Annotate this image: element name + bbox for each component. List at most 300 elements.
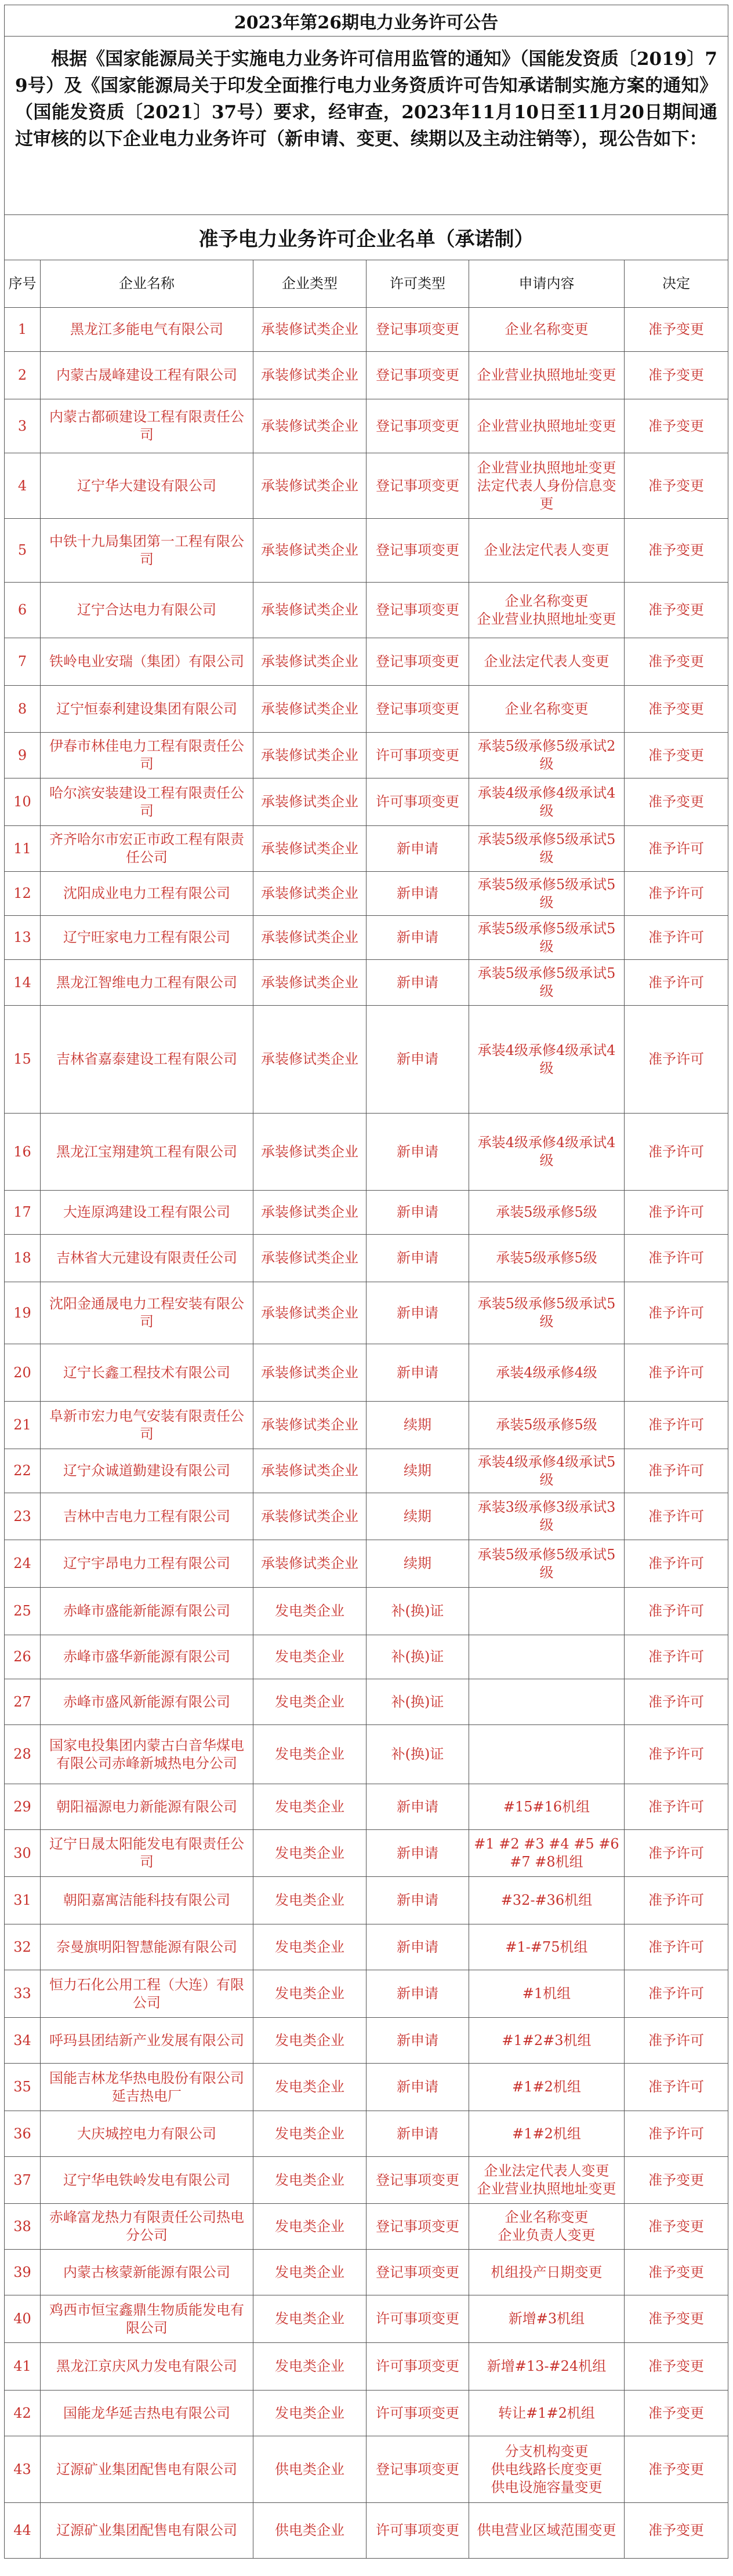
cell-application-content: 企业法定代表人变更 企业营业执照地址变更 xyxy=(469,2157,625,2204)
cell-seq: 10 xyxy=(5,778,41,826)
table-row xyxy=(5,686,728,733)
cell-company-type: 承装修试类企业 xyxy=(253,1191,366,1235)
table-row xyxy=(5,1191,728,1235)
cell-decision: 准予变更 xyxy=(625,2250,728,2295)
table-row xyxy=(5,638,728,686)
table-row xyxy=(5,399,728,453)
cell-seq: 35 xyxy=(5,2064,41,2111)
cell-company-type: 承装修试类企业 xyxy=(253,1402,366,1449)
cell-application-content: 新增#13-#24机组 xyxy=(469,2343,625,2391)
cell-company-name: 铁岭电业安瑞（集团）有限公司 xyxy=(41,638,253,686)
cell-seq: 28 xyxy=(5,1725,41,1784)
table-row xyxy=(5,2436,728,2503)
cell-application-content: 承装4级承修4级承试4级 xyxy=(469,778,625,826)
cell-license-type: 许可事项变更 xyxy=(366,2391,469,2436)
table-row xyxy=(5,1635,728,1679)
cell-license-type: 登记事项变更 xyxy=(366,308,469,352)
table-row xyxy=(5,1830,728,1877)
cell-decision: 准予许可 xyxy=(625,2064,728,2111)
cell-company-name: 辽源矿业集团配售电有限公司 xyxy=(41,2503,253,2559)
cell-company-type: 发电类企业 xyxy=(253,1877,366,1924)
table-row xyxy=(5,2018,728,2064)
cell-application-content: 承装5级承修5级 xyxy=(469,1402,625,1449)
cell-decision: 准予许可 xyxy=(625,1784,728,1830)
table-row xyxy=(5,1725,728,1784)
cell-application-content: 承装5级承修5级 xyxy=(469,1235,625,1282)
cell-license-type: 登记事项变更 xyxy=(366,583,469,638)
cell-company-name: 朝阳福源电力新能源有限公司 xyxy=(41,1784,253,1830)
table-row xyxy=(5,2391,728,2436)
cell-company-name: 辽宁长鑫工程技术有限公司 xyxy=(41,1344,253,1402)
cell-decision: 准予变更 xyxy=(625,583,728,638)
cell-application-content: 承装3级承修3级承试3级 xyxy=(469,1493,625,1540)
cell-license-type: 新申请 xyxy=(366,960,469,1006)
cell-application-content: 企业法定代表人变更 xyxy=(469,519,625,583)
header-decision: 决定 xyxy=(625,260,728,308)
cell-seq: 20 xyxy=(5,1344,41,1402)
cell-license-type: 许可事项变更 xyxy=(366,2295,469,2343)
cell-company-type: 承装修试类企业 xyxy=(253,583,366,638)
cell-company-name: 黑龙江京庆风力发电有限公司 xyxy=(41,2343,253,2391)
cell-seq: 23 xyxy=(5,1493,41,1540)
cell-decision: 准予变更 xyxy=(625,2391,728,2436)
cell-company-type: 发电类企业 xyxy=(253,1830,366,1877)
cell-license-type: 新申请 xyxy=(366,1282,469,1344)
cell-seq: 39 xyxy=(5,2250,41,2295)
cell-company-name: 赤峰富龙热力有限责任公司热电分公司 xyxy=(41,2204,253,2250)
table-row xyxy=(5,1402,728,1449)
cell-seq: 16 xyxy=(5,1114,41,1191)
cell-application-content: 承装4级承修4级承试5级 xyxy=(469,1449,625,1493)
cell-company-name: 国家电投集团内蒙古白音华煤电有限公司赤峰新城热电分公司 xyxy=(41,1725,253,1784)
table-row xyxy=(5,1235,728,1282)
cell-decision: 准予变更 xyxy=(625,2157,728,2204)
cell-company-type: 承装修试类企业 xyxy=(253,453,366,519)
cell-application-content: #32-#36机组 xyxy=(469,1877,625,1924)
cell-license-type: 许可事项变更 xyxy=(366,778,469,826)
cell-decision: 准予变更 xyxy=(625,399,728,453)
cell-license-type: 新申请 xyxy=(366,1784,469,1830)
cell-company-type: 发电类企业 xyxy=(253,1784,366,1830)
cell-seq: 12 xyxy=(5,872,41,916)
cell-application-content: 分支机构变更 供电线路长度变更 供电设施容量变更 xyxy=(469,2436,625,2503)
cell-company-type: 发电类企业 xyxy=(253,2250,366,2295)
cell-decision: 准予变更 xyxy=(625,2436,728,2503)
cell-license-type: 新申请 xyxy=(366,1344,469,1402)
cell-license-type: 登记事项变更 xyxy=(366,519,469,583)
cell-seq: 3 xyxy=(5,399,41,453)
cell-application-content: #15#16机组 xyxy=(469,1784,625,1830)
cell-decision: 准予许可 xyxy=(625,1970,728,2018)
cell-company-type: 承装修试类企业 xyxy=(253,352,366,399)
cell-company-name: 吉林中吉电力工程有限公司 xyxy=(41,1493,253,1540)
cell-seq: 36 xyxy=(5,2111,41,2157)
cell-seq: 38 xyxy=(5,2204,41,2250)
cell-company-type: 承装修试类企业 xyxy=(253,1493,366,1540)
cell-application-content: 承装5级承修5级 xyxy=(469,1191,625,1235)
cell-decision: 准予许可 xyxy=(625,1282,728,1344)
cell-application-content: 企业名称变更 企业营业执照地址变更 xyxy=(469,583,625,638)
cell-company-type: 承装修试类企业 xyxy=(253,733,366,778)
cell-seq: 11 xyxy=(5,826,41,872)
table-row xyxy=(5,2250,728,2295)
cell-company-type: 发电类企业 xyxy=(253,1588,366,1635)
cell-company-name: 沈阳金通晟电力工程安装有限公司 xyxy=(41,1282,253,1344)
cell-application-content: 企业名称变更 企业负责人变更 xyxy=(469,2204,625,2250)
cell-company-name: 朝阳嘉寓洁能科技有限公司 xyxy=(41,1877,253,1924)
cell-seq: 2 xyxy=(5,352,41,399)
cell-decision: 准予许可 xyxy=(625,1402,728,1449)
table-row xyxy=(5,1449,728,1493)
cell-application-content: #1#2机组 xyxy=(469,2111,625,2157)
cell-company-name: 国能吉林龙华热电股份有限公司延吉热电厂 xyxy=(41,2064,253,2111)
page-title: 2023年第26期电力业务许可公告 xyxy=(5,5,728,37)
cell-license-type: 登记事项变更 xyxy=(366,2204,469,2250)
cell-seq: 21 xyxy=(5,1402,41,1449)
cell-company-name: 伊春市林佳电力工程有限责任公司 xyxy=(41,733,253,778)
cell-application-content: 企业营业执照地址变更 法定代表人身份信息变更 xyxy=(469,453,625,519)
table-row xyxy=(5,1344,728,1402)
cell-company-name: 吉林省大元建设有限责任公司 xyxy=(41,1235,253,1282)
cell-company-name: 辽宁华电铁岭发电有限公司 xyxy=(41,2157,253,2204)
table-row xyxy=(5,916,728,960)
cell-license-type: 续期 xyxy=(366,1540,469,1588)
cell-application-content: #1-#75机组 xyxy=(469,1924,625,1970)
cell-company-name: 辽宁恒泰利建设集团有限公司 xyxy=(41,686,253,733)
cell-seq: 7 xyxy=(5,638,41,686)
cell-license-type: 补(换)证 xyxy=(366,1588,469,1635)
cell-license-type: 补(换)证 xyxy=(366,1679,469,1725)
cell-license-type: 登记事项变更 xyxy=(366,399,469,453)
header-company-type: 企业类型 xyxy=(253,260,366,308)
table-row xyxy=(5,1784,728,1830)
table-row xyxy=(5,872,728,916)
cell-company-name: 辽源矿业集团配售电有限公司 xyxy=(41,2436,253,2503)
cell-seq: 13 xyxy=(5,916,41,960)
table-row xyxy=(5,1114,728,1191)
cell-license-type: 登记事项变更 xyxy=(366,638,469,686)
cell-company-type: 承装修试类企业 xyxy=(253,399,366,453)
cell-seq: 15 xyxy=(5,1006,41,1114)
cell-company-type: 发电类企业 xyxy=(253,2204,366,2250)
cell-company-type: 承装修试类企业 xyxy=(253,519,366,583)
cell-company-name: 齐齐哈尔市宏正市政工程有限责任公司 xyxy=(41,826,253,872)
cell-license-type: 登记事项变更 xyxy=(366,686,469,733)
cell-decision: 准予许可 xyxy=(625,916,728,960)
cell-company-name: 黑龙江宝翔建筑工程有限公司 xyxy=(41,1114,253,1191)
cell-application-content xyxy=(469,1635,625,1679)
cell-application-content xyxy=(469,1725,625,1784)
cell-seq: 33 xyxy=(5,1970,41,2018)
cell-decision: 准予变更 xyxy=(625,638,728,686)
cell-license-type: 补(换)证 xyxy=(366,1725,469,1784)
cell-application-content: 承装4级承修4级 xyxy=(469,1344,625,1402)
cell-application-content: 承装4级承修4级承试4级 xyxy=(469,1114,625,1191)
table-row xyxy=(5,2503,728,2559)
cell-license-type: 补(换)证 xyxy=(366,1635,469,1679)
cell-seq: 32 xyxy=(5,1924,41,1970)
cell-decision: 准予变更 xyxy=(625,453,728,519)
cell-company-name: 赤峰市盛风新能源有限公司 xyxy=(41,1679,253,1725)
cell-license-type: 登记事项变更 xyxy=(366,2250,469,2295)
cell-license-type: 新申请 xyxy=(366,2111,469,2157)
table-row xyxy=(5,308,728,352)
cell-license-type: 新申请 xyxy=(366,1924,469,1970)
cell-company-name: 黑龙江智维电力工程有限公司 xyxy=(41,960,253,1006)
table-header-row xyxy=(5,260,728,308)
cell-license-type: 新申请 xyxy=(366,1830,469,1877)
announcement-text: 根据《国家能源局关于实施电力业务许可信用监管的通知》（国能发资质〔2019〕79号）及《国家能源局关于印发全面推行电力业务资质许可告知承诺制实施方案的通知》（国能发资质〔2021〕37号）要求，经审查，2023年11月10日至11月20日期间通过审核的以下企业电力业务许可（新申请、变更、续期以及主动注销等），现公告如下： xyxy=(5,37,728,215)
table-row xyxy=(5,1970,728,2018)
cell-application-content: 承装4级承修4级承试4级 xyxy=(469,1006,625,1114)
cell-seq: 41 xyxy=(5,2343,41,2391)
cell-license-type: 新申请 xyxy=(366,916,469,960)
permit-table-body xyxy=(5,308,728,2559)
cell-seq: 4 xyxy=(5,453,41,519)
cell-seq: 1 xyxy=(5,308,41,352)
cell-company-type: 承装修试类企业 xyxy=(253,960,366,1006)
table-row xyxy=(5,519,728,583)
cell-application-content: 承装5级承修5级承试5级 xyxy=(469,1540,625,1588)
cell-license-type: 新申请 xyxy=(366,872,469,916)
cell-company-type: 承装修试类企业 xyxy=(253,638,366,686)
cell-decision: 准予许可 xyxy=(625,1191,728,1235)
cell-seq: 14 xyxy=(5,960,41,1006)
cell-company-name: 内蒙古晟峰建设工程有限公司 xyxy=(41,352,253,399)
cell-application-content: 机组投产日期变更 xyxy=(469,2250,625,2295)
cell-application-content xyxy=(469,1588,625,1635)
cell-decision: 准予许可 xyxy=(625,826,728,872)
table-row xyxy=(5,2204,728,2250)
cell-decision: 准予许可 xyxy=(625,1635,728,1679)
cell-decision: 准予许可 xyxy=(625,1006,728,1114)
cell-company-type: 承装修试类企业 xyxy=(253,686,366,733)
table-row xyxy=(5,733,728,778)
table-row xyxy=(5,2111,728,2157)
cell-company-name: 内蒙古都硕建设工程有限责任公司 xyxy=(41,399,253,453)
cell-company-name: 国能龙华延吉热电有限公司 xyxy=(41,2391,253,2436)
cell-seq: 6 xyxy=(5,583,41,638)
cell-application-content: 承装5级承修5级承试5级 xyxy=(469,960,625,1006)
cell-seq: 19 xyxy=(5,1282,41,1344)
cell-decision: 准予许可 xyxy=(625,1725,728,1784)
cell-seq: 22 xyxy=(5,1449,41,1493)
cell-application-content: #1机组 xyxy=(469,1970,625,2018)
cell-company-type: 承装修试类企业 xyxy=(253,1006,366,1114)
table-row xyxy=(5,1924,728,1970)
cell-company-type: 发电类企业 xyxy=(253,2391,366,2436)
cell-decision: 准予变更 xyxy=(625,686,728,733)
table-row xyxy=(5,2157,728,2204)
cell-company-name: 阜新市宏力电气安装有限责任公司 xyxy=(41,1402,253,1449)
cell-company-name: 奈曼旗明阳智慧能源有限公司 xyxy=(41,1924,253,1970)
cell-license-type: 许可事项变更 xyxy=(366,2343,469,2391)
table-row xyxy=(5,1877,728,1924)
cell-application-content: #1 #2 #3 #4 #5 #6 #7 #8机组 xyxy=(469,1830,625,1877)
table-row xyxy=(5,826,728,872)
cell-license-type: 新申请 xyxy=(366,1877,469,1924)
cell-company-type: 发电类企业 xyxy=(253,1679,366,1725)
cell-company-type: 发电类企业 xyxy=(253,1635,366,1679)
cell-license-type: 续期 xyxy=(366,1493,469,1540)
cell-license-type: 新申请 xyxy=(366,2018,469,2064)
cell-company-type: 承装修试类企业 xyxy=(253,778,366,826)
cell-company-type: 承装修试类企业 xyxy=(253,826,366,872)
cell-seq: 17 xyxy=(5,1191,41,1235)
cell-license-type: 登记事项变更 xyxy=(366,2157,469,2204)
cell-license-type: 新申请 xyxy=(366,1235,469,1282)
cell-company-name: 中铁十九局集团第一工程有限公司 xyxy=(41,519,253,583)
cell-company-type: 承装修试类企业 xyxy=(253,1282,366,1344)
cell-seq: 42 xyxy=(5,2391,41,2436)
cell-application-content: #1#2#3机组 xyxy=(469,2018,625,2064)
cell-company-type: 发电类企业 xyxy=(253,2295,366,2343)
cell-company-type: 供电类企业 xyxy=(253,2436,366,2503)
cell-seq: 30 xyxy=(5,1830,41,1877)
cell-decision: 准予许可 xyxy=(625,2111,728,2157)
header-company-name: 企业名称 xyxy=(41,260,253,308)
cell-company-type: 发电类企业 xyxy=(253,1725,366,1784)
cell-application-content: 企业名称变更 xyxy=(469,308,625,352)
cell-seq: 40 xyxy=(5,2295,41,2343)
cell-decision: 准予许可 xyxy=(625,1235,728,1282)
cell-application-content: 供电营业区域范围变更 xyxy=(469,2503,625,2559)
cell-seq: 9 xyxy=(5,733,41,778)
cell-application-content: 承装5级承修5级承试5级 xyxy=(469,872,625,916)
cell-company-name: 呼玛县团结新产业发展有限公司 xyxy=(41,2018,253,2064)
cell-license-type: 登记事项变更 xyxy=(366,2436,469,2503)
cell-company-type: 发电类企业 xyxy=(253,2018,366,2064)
cell-decision: 准予许可 xyxy=(625,1679,728,1725)
cell-application-content: 转让#1#2机组 xyxy=(469,2391,625,2436)
cell-company-name: 辽宁日晟太阳能发电有限责任公司 xyxy=(41,1830,253,1877)
table-row xyxy=(5,960,728,1006)
cell-company-type: 承装修试类企业 xyxy=(253,1114,366,1191)
cell-seq: 37 xyxy=(5,2157,41,2204)
cell-license-type: 续期 xyxy=(366,1402,469,1449)
cell-company-type: 承装修试类企业 xyxy=(253,1449,366,1493)
cell-license-type: 新申请 xyxy=(366,1970,469,2018)
cell-company-name: 大庆城控电力有限公司 xyxy=(41,2111,253,2157)
table-row xyxy=(5,453,728,519)
cell-license-type: 新申请 xyxy=(366,1114,469,1191)
table-row xyxy=(5,1540,728,1588)
cell-seq: 27 xyxy=(5,1679,41,1725)
table-row xyxy=(5,583,728,638)
cell-decision: 准予许可 xyxy=(625,1540,728,1588)
cell-seq: 8 xyxy=(5,686,41,733)
cell-application-content: 企业营业执照地址变更 xyxy=(469,352,625,399)
cell-company-name: 哈尔滨安装建设工程有限责任公司 xyxy=(41,778,253,826)
cell-company-name: 辽宁旺家电力工程有限公司 xyxy=(41,916,253,960)
cell-application-content: #1#2机组 xyxy=(469,2064,625,2111)
table-row xyxy=(5,1679,728,1725)
cell-company-name: 辽宁华大建设有限公司 xyxy=(41,453,253,519)
cell-decision: 准予变更 xyxy=(625,2343,728,2391)
cell-company-type: 供电类企业 xyxy=(253,2503,366,2559)
cell-seq: 31 xyxy=(5,1877,41,1924)
cell-company-type: 承装修试类企业 xyxy=(253,1235,366,1282)
cell-application-content: 承装5级承修5级承试5级 xyxy=(469,826,625,872)
table-row xyxy=(5,352,728,399)
cell-decision: 准予变更 xyxy=(625,778,728,826)
section-title: 准予电力业务许可企业名单（承诺制） xyxy=(5,215,728,260)
cell-company-name: 吉林省嘉泰建设工程有限公司 xyxy=(41,1006,253,1114)
cell-application-content xyxy=(469,1679,625,1725)
cell-application-content: 新增#3机组 xyxy=(469,2295,625,2343)
cell-seq: 43 xyxy=(5,2436,41,2503)
cell-decision: 准予许可 xyxy=(625,1493,728,1540)
header-seq: 序号 xyxy=(5,260,41,308)
cell-company-type: 承装修试类企业 xyxy=(253,872,366,916)
cell-company-name: 恒力石化公用工程（大连）有限公司 xyxy=(41,1970,253,2018)
cell-company-name: 鸡西市恒宝鑫鼎生物质能发电有限公司 xyxy=(41,2295,253,2343)
cell-decision: 准予许可 xyxy=(625,1588,728,1635)
cell-license-type: 新申请 xyxy=(366,826,469,872)
table-row xyxy=(5,778,728,826)
cell-decision: 准予许可 xyxy=(625,1924,728,1970)
cell-seq: 34 xyxy=(5,2018,41,2064)
cell-company-name: 沈阳成业电力工程有限公司 xyxy=(41,872,253,916)
cell-company-type: 发电类企业 xyxy=(253,2157,366,2204)
cell-decision: 准予许可 xyxy=(625,1449,728,1493)
cell-company-type: 承装修试类企业 xyxy=(253,916,366,960)
cell-seq: 18 xyxy=(5,1235,41,1282)
cell-decision: 准予变更 xyxy=(625,519,728,583)
cell-decision: 准予许可 xyxy=(625,960,728,1006)
cell-license-type: 登记事项变更 xyxy=(366,453,469,519)
cell-license-type: 续期 xyxy=(366,1449,469,1493)
cell-license-type: 新申请 xyxy=(366,1191,469,1235)
cell-license-type: 许可事项变更 xyxy=(366,733,469,778)
table-row xyxy=(5,1493,728,1540)
cell-company-type: 发电类企业 xyxy=(253,1924,366,1970)
cell-decision: 准予许可 xyxy=(625,1344,728,1402)
cell-application-content: 承装5级承修5级承试5级 xyxy=(469,1282,625,1344)
cell-decision: 准予变更 xyxy=(625,308,728,352)
cell-seq: 24 xyxy=(5,1540,41,1588)
table-row xyxy=(5,1282,728,1344)
cell-seq: 29 xyxy=(5,1784,41,1830)
cell-company-name: 辽宁合达电力有限公司 xyxy=(41,583,253,638)
cell-decision: 准予许可 xyxy=(625,1877,728,1924)
cell-company-type: 承装修试类企业 xyxy=(253,308,366,352)
cell-seq: 5 xyxy=(5,519,41,583)
cell-decision: 准予变更 xyxy=(625,2295,728,2343)
cell-company-type: 发电类企业 xyxy=(253,2064,366,2111)
cell-decision: 准予变更 xyxy=(625,2503,728,2559)
cell-company-name: 辽宁众诚道勤建设有限公司 xyxy=(41,1449,253,1493)
cell-company-type: 发电类企业 xyxy=(253,1970,366,2018)
cell-decision: 准予变更 xyxy=(625,352,728,399)
table-row xyxy=(5,1006,728,1114)
cell-decision: 准予许可 xyxy=(625,1114,728,1191)
cell-decision: 准予许可 xyxy=(625,1830,728,1877)
cell-application-content: 承装5级承修5级承试5级 xyxy=(469,916,625,960)
cell-decision: 准予变更 xyxy=(625,733,728,778)
table-row xyxy=(5,2064,728,2111)
cell-license-type: 新申请 xyxy=(366,1006,469,1114)
cell-company-name: 大连原鸿建设工程有限公司 xyxy=(41,1191,253,1235)
cell-company-name: 赤峰市盛能新能源有限公司 xyxy=(41,1588,253,1635)
cell-seq: 44 xyxy=(5,2503,41,2559)
cell-license-type: 新申请 xyxy=(366,2064,469,2111)
cell-decision: 准予变更 xyxy=(625,2204,728,2250)
cell-company-type: 承装修试类企业 xyxy=(253,1344,366,1402)
cell-application-content: 承装5级承修5级承试2级 xyxy=(469,733,625,778)
cell-company-type: 发电类企业 xyxy=(253,2111,366,2157)
cell-company-type: 承装修试类企业 xyxy=(253,1540,366,1588)
